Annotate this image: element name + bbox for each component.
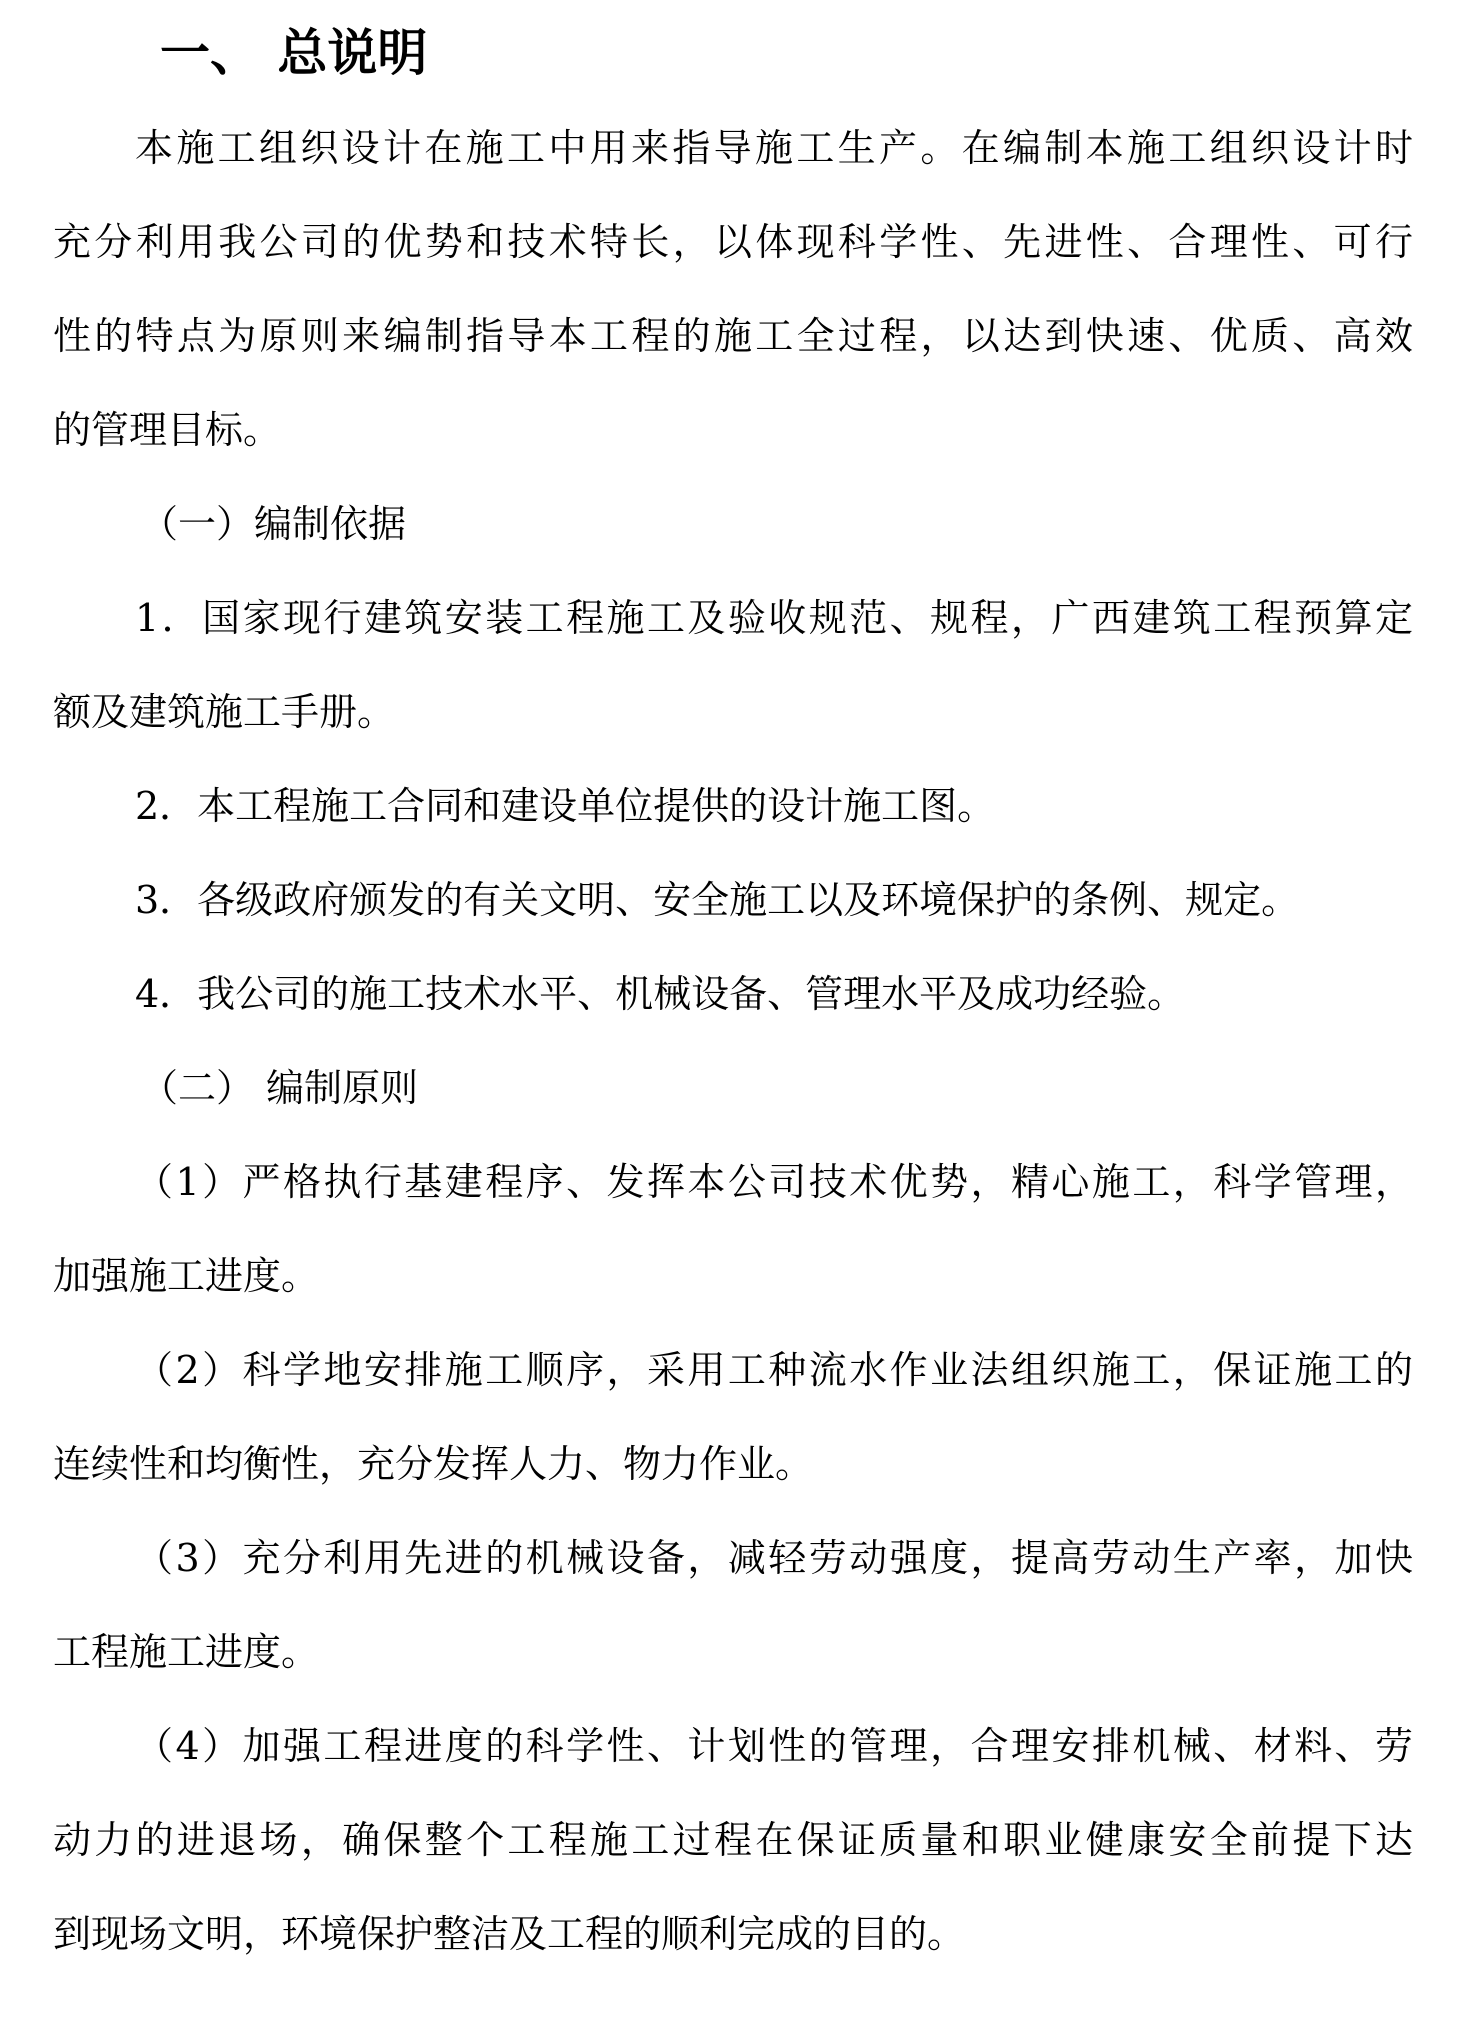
basis-item-3: 3．各级政府颁发的有关文明、安全施工以及环境保护的条例、规定。 xyxy=(135,878,1300,922)
intro-line-4: 的管理目标。 xyxy=(53,408,282,452)
principle-3-line-1: （3）充分利用先进的机械设备，减轻劳动强度，提高劳动生产率，加快 xyxy=(135,1536,1413,1580)
principle-2-line-2: 连续性和均衡性，充分发挥人力、物力作业。 xyxy=(53,1442,814,1486)
principle-4-line-3: 到现场文明，环境保护整洁及工程的顺利完成的目的。 xyxy=(53,1912,966,1956)
principle-1-line-2: 加强施工进度。 xyxy=(53,1254,320,1298)
basis-item-1-line-2: 额及建筑施工手册。 xyxy=(53,690,396,734)
basis-item-4: 4．我公司的施工技术水平、机械设备、管理水平及成功经验。 xyxy=(135,972,1186,1016)
principle-1-line-1: （1）严格执行基建程序、发挥本公司技术优势，精心施工，科学管理， xyxy=(135,1160,1413,1204)
basis-item-1-line-1: 1．国家现行建筑安装工程施工及验收规范、规程，广西建筑工程预算定 xyxy=(135,596,1413,640)
section-heading: 一、 总说明 xyxy=(160,23,428,82)
principle-4-line-1: （4）加强工程进度的科学性、计划性的管理，合理安排机械、材料、劳 xyxy=(135,1724,1413,1768)
intro-line-3: 性的特点为原则来编制指导本工程的施工全过程，以达到快速、优质、高效 xyxy=(53,314,1413,358)
subsection-title-principles: （二） 编制原则 xyxy=(140,1066,419,1110)
basis-item-2: 2．本工程施工合同和建设单位提供的设计施工图。 xyxy=(135,784,996,828)
intro-line-1: 本施工组织设计在施工中用来指导施工生产。在编制本施工组织设计时 xyxy=(135,126,1413,170)
intro-line-2: 充分利用我公司的优势和技术特长，以体现科学性、先进性、合理性、可行 xyxy=(53,220,1413,264)
principle-2-line-1: （2）科学地安排施工顺序，采用工种流水作业法组织施工，保证施工的 xyxy=(135,1348,1413,1392)
principle-3-line-2: 工程施工进度。 xyxy=(53,1630,320,1674)
subsection-title-basis: （一）编制依据 xyxy=(140,502,407,546)
principle-4-line-2: 动力的进退场，确保整个工程施工过程在保证质量和职业健康安全前提下达 xyxy=(53,1818,1413,1862)
